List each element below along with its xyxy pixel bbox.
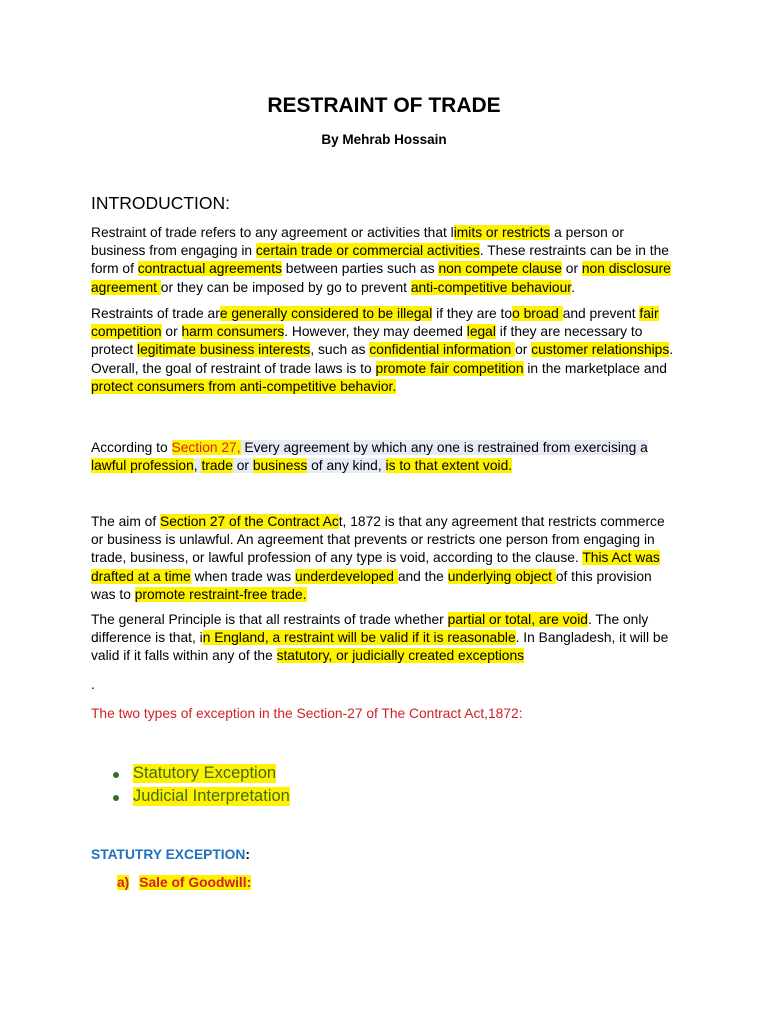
text-run: The general Principle is that all restraints of trade whether [91,612,448,627]
highlighted-text: competition [91,324,162,340]
paragraph-legality [91,305,691,396]
text-line [91,531,691,549]
text-run: valid if it falls within any of the [91,648,277,664]
highlighted-text: partial or total, are void [447,612,588,627]
text-line [91,568,691,586]
text-run: of this provision [555,568,652,584]
highlighted-text: harm consumers [181,324,285,340]
text-run: difference is that, i [91,630,203,646]
text-run: Restraint of trade refers to any agreement or activities that l [91,225,454,240]
highlighted-text: o broad [512,306,563,321]
highlighted-text: statutory, or judicially created exceptions [276,648,525,664]
highlighted-text: non disclosure [581,261,671,277]
text-run: or [161,324,182,340]
highlighted-text: n England, a restraint will be valid if it is reasonable [202,630,516,646]
text-run: or business is unlawful. An agreement that prevents or restricts one person from engaging in [91,532,655,548]
bullet-icon [113,795,119,801]
text-line [91,224,691,242]
highlighted-text: business [252,458,308,474]
list-item [113,762,290,785]
highlighted-text: non compete clause [438,261,562,277]
text-run: protect [91,342,138,358]
text-line [91,323,691,341]
text-line [91,457,691,475]
paragraph-aim [91,513,691,604]
text-run: between parties such as [281,261,439,277]
text-line [91,378,691,396]
list-item [113,785,290,808]
text-run: and prevent [562,306,640,321]
text-run: a person or [550,225,624,240]
text-run: , such as [310,342,370,358]
text-line [91,513,691,531]
highlighted-text: customer relationships [531,342,670,358]
highlighted-text: legitimate business interests [137,342,311,358]
highlighted-text: Section 27 of the Contract Ac [160,514,339,529]
text-run: in the marketplace and [523,360,667,376]
numbered-item [117,874,251,892]
stray-period: . [91,677,95,692]
quoted-text: of any kind, [307,458,386,474]
text-run: The aim of [91,514,161,529]
highlighted-text: anti-competitive behaviour [410,279,572,295]
highlighted-text: confidential information [369,342,516,358]
text-run: form of [91,261,138,277]
paragraph-section-27 [91,439,691,475]
highlighted-text: protect consumers from anti-competitive behavior. [91,378,397,394]
highlighted-text: agreement [91,279,161,295]
highlighted-text: fair [639,306,659,321]
exception-intro: The two types of exception in the Section-27 of The Contract Act,1872: [91,706,523,721]
text-line [91,341,691,359]
text-line [91,586,691,604]
highlighted-text: lawful profession [91,458,194,474]
text-run: or [515,342,532,358]
highlighted-text: This Act was [582,550,660,566]
text-run: or [561,261,582,277]
author-line: By Mehrab Hossain [321,132,447,147]
subheading-text: STATUTRY EXCEPTION [91,847,246,862]
item-label: a) [117,875,130,890]
text-line [91,439,691,457]
text-run: if they are necessary to [495,324,643,340]
text-line [91,549,691,567]
bullet-icon [113,772,119,778]
text-run: and the [397,568,448,584]
highlighted-text: promote restraint-free trade. [134,586,307,602]
text-run: business from engaging in [91,243,256,259]
quoted-text: Every agreement by which any one is restrained from exercising a [240,440,648,455]
highlighted-text: underdeveloped [295,568,398,584]
list-item-label: Statutory Exception [133,764,277,782]
highlighted-text: trade [201,458,233,474]
highlighted-text: underlying object [447,568,556,584]
text-run: . [571,279,575,295]
document-title: RESTRAINT OF TRADE [267,94,501,117]
text-run: . In Bangladesh, it will be [515,630,669,646]
text-line [91,611,691,629]
text-run: . These restraints can be in the [479,243,669,259]
text-line [91,279,691,297]
highlighted-text: certain trade or commercial activities [255,243,480,259]
highlighted-text: imits or restricts [453,225,551,240]
text-run: was to [91,586,135,602]
text-run: Overall, the goal of restraint of trade laws is to [91,360,376,376]
highlighted-text: is to that extent void. [385,458,513,474]
text-line [91,242,691,260]
text-run: when trade was [190,568,296,584]
text-run: . The only [587,612,649,627]
highlighted-text: drafted at a time [91,568,191,584]
highlighted-text: legal [466,324,496,340]
quoted-text: or [232,458,253,474]
text-run: According to [91,440,172,455]
text-run: . However, they may deemed [284,324,467,340]
highlighted-text: contractual agreements [137,261,282,277]
text-run: or they can be imposed by go to prevent [160,279,411,295]
text-run: Restraints of trade ar [91,306,220,321]
paragraph-definition [91,224,691,297]
highlighted-text: promote fair competition [375,360,524,376]
section-reference: Section 27, [171,440,241,455]
text-line [91,260,691,278]
quoted-text: , [193,458,202,474]
paragraph-general-principle [91,611,691,666]
text-line [91,647,691,665]
text-run: if they are to [432,306,513,321]
text-run: trade, business, or lawful profession of any type is void, according to the clause. [91,550,583,566]
text-line [91,360,691,378]
text-line [91,305,691,323]
highlighted-text: e generally considered to be illegal [219,306,433,321]
section-subheading [91,846,250,864]
list-item-label: Judicial Interpretation [133,787,290,805]
intro-heading: INTRODUCTION: [91,193,231,213]
text-line [91,629,691,647]
exception-list [113,762,290,808]
item-text: Sale of Goodwill: [139,875,252,890]
text-run: . [669,342,674,358]
text-run: t, 1872 is that any agreement that restricts commerce [338,514,665,529]
subheading-colon: : [245,847,250,862]
